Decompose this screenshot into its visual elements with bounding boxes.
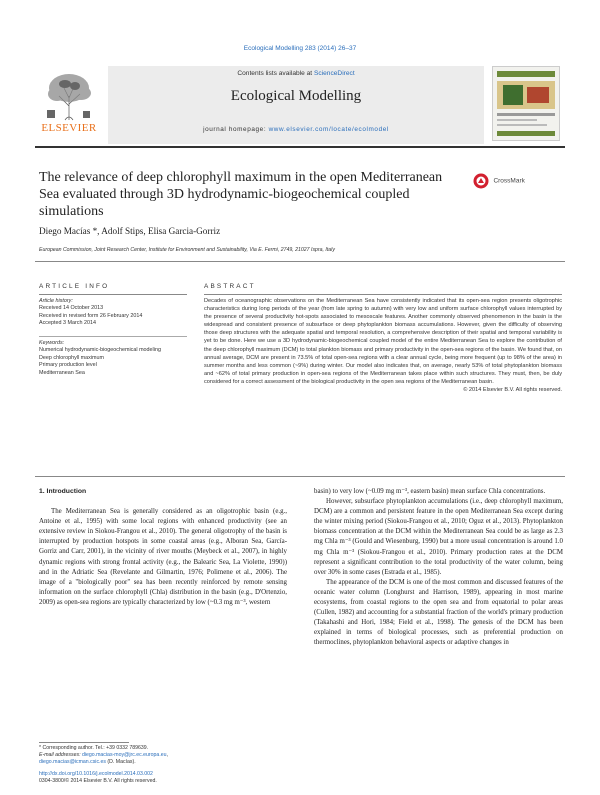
introduction-heading: 1. Introduction — [39, 488, 87, 495]
intro-paragraph: basin) to very low (~0.09 mg m⁻³, eastern basin) mean surface Chla concentrations. — [314, 488, 546, 495]
email-label: E-mail addresses: — [39, 752, 81, 758]
crossmark-button[interactable] — [473, 172, 563, 188]
author-affiliation: European Commission, Joint Research Center, Institute for Environment and Sustainability, Via E. Fermi, 2749, 21027 Ispra, Italy — [39, 247, 335, 253]
article-title: The relevance of deep chlorophyll maximum in the open Mediterranean Sea evaluated through 3D hydrodynamic-biogeochemical coupled simulations — [39, 170, 443, 219]
body-column-right — [314, 487, 563, 649]
email-link[interactable]: diego.macias@icman.csic.es — [39, 759, 106, 765]
keywords-rule — [39, 336, 187, 337]
email-owner: (D. Macías). — [107, 759, 136, 765]
header-rule — [35, 146, 565, 148]
abstract-body — [204, 297, 562, 394]
keywords-label: Keywords: — [39, 340, 65, 346]
intro-paragraph: The Mediterranean Sea is generally considered as an oligotrophic basin (e.g., Antoine et al., 1995) with some local regions with enhanced productivity (see an extensive review in Siokou-Frangou et al., 2010). The general oligotrophy of the basin is interrupted by production hotspots in some coastal areas (e.g., Alboran Sea, García-Gorriz and Carr, 2001), in the vicinity of river mouths (Meybeck et al., 2007), in highly dynamic regions with strong frontal activity (e.g., the Balearic Sea, La Violette, 1990)) and in the Adriatic Sea (Revelante and Gilmartin, 1976; Polimene et al., 2006). The image of a "biologically poor" sea has been recently reinforced by remote sensing information on the surface chlorophyll (Chla) distribution in the basin (e.g., D'Ortenzio, 2009) as open-sea regions are typically characterized by low (~0.3 mg m⁻³, western — [39, 508, 287, 606]
keyword-item: Numerical hydrodynamic-biogeochemical modeling — [39, 347, 161, 354]
homepage-label: journal homepage: — [203, 126, 267, 133]
homepage-link[interactable]: www.elsevier.com/locate/ecolmodel — [268, 126, 389, 133]
email-line-2 — [39, 759, 289, 766]
contents-prefix: Contents lists available at — [237, 70, 313, 77]
author-list: Diego Macías *, Adolf Stips, Elisa Garcia-Gorriz — [39, 226, 221, 236]
journal-cover-thumbnail — [492, 66, 560, 141]
journal-reference[interactable]: Ecological Modelling 283 (2014) 26–37 — [243, 45, 357, 52]
crossmark-label: CrossMark — [493, 177, 525, 185]
keyword-item: Primary production level — [39, 362, 97, 369]
contents-line — [108, 70, 484, 77]
email-link[interactable]: diego.macias-moy@jrc.ec.europa.eu — [81, 752, 167, 758]
email-line: E-mail addresses: diego.macias-moy@jrc.ec.europa.eu, — [39, 752, 168, 758]
intro-paragraph: However, subsurface phytoplankton accumulations (i.e., deep chlorophyll maximum, DCM) are a common and persistent feature in the open Mediterranean Sea except during the winter mixing period (Siokou-Frangou et al., 2010; Oguz et al., 2013). Phytoplankton biomass concentration at the DCM within the Mediterranean Sea could be as large as 2.3 mg Chla m⁻³ (Gould and Wiesenburg, 1990) but a more usual concentration is around 1.0 mg Chla m⁻³ (Siokou-Frangou et al., 2010). Primary production rates at the DCM represent a significant contribution to the total productivity of the water column, being over 30% in some cases (Estrada et al., 1985). — [314, 498, 563, 576]
keyword-item: Mediterranean Sea — [39, 369, 85, 376]
abstract-text: Decades of oceanographic observations on the Mediterranean Sea have consistently indicated that its open-sea region presents oligotrophic characteristics during long periods of the year (from late spring to autumn) with very low and uniform surface chlorophyll values interrupted by the presence of several productivity hot-spots associated to mesoscale features. Another commonly observed phenomenon in the basin is the widespread and consistent presence of subsurface or deep phytoplankton biomass accumulations. However, given the difficulty of observing those deep structures with the adequate spatial and temporal resolution, a comprehensive description of their spatial and temporal variability is yet to be done. Here we use a 3D hydrodynamic-biogeochemical coupled model of the entire Mediterranean Sea to explore the contribution of the deep chlorophyll maximum (DCM) to total plankton biomass and primary productivity in the open-sea regions of the basin. We found that, on annual average, DCM are present in 73.5% of total open-sea regions with a clear annual cycle, being more frequent (up to 98% of the area) in summer months and less common (~9%) during winter. Our model also indicates that, on average, nearly 53% of total phytoplankton biomass and ~62% of total primary production in open-sea regions of the Mediterranean takes place within such structures. They must, then, be duly considered for a correct assessment of the biological productivity in the open sea regions of the Mediterranean basin. — [204, 298, 562, 385]
article-info-rule — [39, 294, 187, 295]
corresponding-author-note: * Corresponding author. Tel.: +39 0332 789639. — [39, 745, 149, 751]
section-rule — [35, 476, 565, 477]
affiliation-rule — [35, 261, 565, 262]
history-received: Received 14 October 2013 — [39, 305, 104, 312]
journal-homepage — [108, 126, 484, 133]
abstract-heading: ABSTRACT — [204, 283, 256, 290]
elsevier-wordmark: ELSEVIER — [41, 122, 97, 134]
crossmark-icon — [473, 173, 489, 189]
keywords-block — [39, 340, 187, 377]
history-accepted: Accepted 3 March 2014 — [39, 320, 96, 327]
footnote-rule — [39, 742, 129, 743]
doi-block — [39, 771, 289, 785]
abstract-copyright: © 2014 Elsevier B.V. All rights reserved. — [463, 387, 562, 394]
issn-copyright: 0304-3800/© 2014 Elsevier B.V. All rights reserved. — [39, 778, 157, 784]
doi-link[interactable]: http://dx.doi.org/10.1016/j.ecolmodel.2014.03.002 — [39, 771, 153, 777]
body-column-left — [39, 487, 287, 608]
abstract-rule — [204, 294, 562, 295]
keyword-item: Deep chlorophyll maximum — [39, 354, 105, 361]
intro-paragraph: The appearance of the DCM is one of the most common and discussed features of the oceanic water column (Longhurst and Harrison, 1989), appearing in most marine ecosystems, from coastal regions to the open sea and from equatorial to polar areas (Cullen, 1982) and accounting for a substantial fraction of the world's primary production (Takahashi and Hori, 1984; Field et al., 1998). The genesis of the DCM has been explained in terms of biological processes, such as preferential production on thermoclines, phytoplankton behavioral aspects or adaptive changes in — [314, 578, 563, 647]
footnotes — [39, 745, 289, 766]
journal-title: Ecological Modelling — [230, 88, 362, 104]
article-history — [39, 298, 187, 328]
history-label: Article history: — [39, 298, 73, 304]
sciencedirect-link[interactable]: ScienceDirect — [313, 70, 355, 77]
article-info-heading: ARTICLE INFO — [39, 283, 110, 290]
history-revised: Received in revised form 26 February 2014 — [39, 312, 143, 319]
